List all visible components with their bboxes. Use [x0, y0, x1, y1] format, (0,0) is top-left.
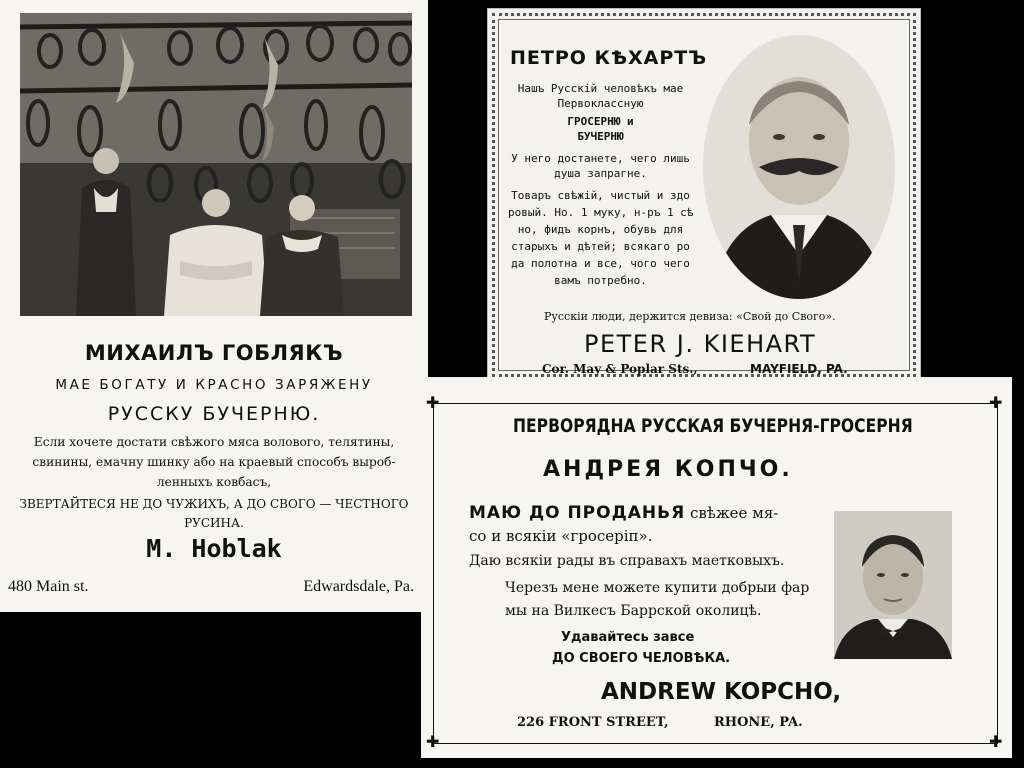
signature: ANDREW KOPCHO, [601, 679, 842, 705]
motto: Русскіи люди, держится девиза: «Свой до Свого». [544, 310, 836, 323]
farm-line: Черезъ мене можете купити добрыи фар [505, 580, 810, 596]
farm-line: мы на Вилкесъ Баррской околицѣ. [505, 603, 762, 619]
body-line: душа запрагне. [554, 167, 647, 180]
signature: M. Hoblak [146, 534, 282, 563]
korpcho-advertisement [421, 377, 1012, 758]
body-line: да полотна и все, чого чего [511, 257, 690, 270]
cross-ornament-icon: ✚ [989, 393, 1003, 412]
body-line: Если хочете достати свѣжого мяса волового, телятины, [33, 435, 395, 449]
cross-ornament-icon: ✚ [426, 393, 440, 412]
shop-name: РУССКУ БУЧЕРНЮ. [107, 403, 321, 425]
cross-ornament-icon: ✚ [426, 732, 440, 751]
appeal-line: Удавайтесь завсе [561, 630, 695, 645]
city-address: MAYFIELD, PA. [750, 362, 848, 376]
subtitle: МАЕ БОГАТУ И КРАСНО ЗАРЯЖЕНУ [55, 377, 373, 393]
body-line: ровый. Но. 1 муку, н-ръ 1 сѣ [508, 206, 694, 219]
page-title: ПЕРВОРЯДНА РУССКАЯ БУЧЕРНЯ-ГРОСЕРНЯ [513, 415, 913, 437]
body-line: РУСИНА. [184, 516, 244, 530]
page-title: ПЕТРО КѢХАРТЪ [510, 47, 708, 69]
advice-line: Даю всякіи рады въ справахъ маетковыхъ. [469, 553, 785, 569]
city-address: Edwardsdale, Pa. [303, 578, 414, 595]
body-line: Первоклассную [557, 97, 644, 110]
body-line: БУЧЕРНЮ [577, 130, 624, 143]
body-line: Нашъ Русскій человѣкъ мае [517, 82, 684, 95]
body-line: ЗВЕРТАЙТЕСЯ НЕ ДО ЧУЖИХЪ, А ДО СВОГО — ЧЕСТНОГО [19, 497, 409, 511]
offer-rest: свѣжее мя- [685, 504, 779, 522]
body-line: ленныхъ ковбасъ, [156, 475, 272, 489]
offer-line [469, 503, 778, 523]
body-line: старыхъ и дѣтей; всякаго ро [511, 240, 690, 253]
body-line: но, фидъ корнъ, обувь для [517, 223, 684, 236]
offer-line: со и всякіи «гросеріп». [469, 527, 653, 545]
city-address: RHONE, PA. [714, 715, 803, 730]
merchant-name: АНДРЕЯ КОПЧО. [543, 457, 793, 482]
page-title: МИХАИЛЪ ГОБЛЯКЪ [84, 341, 344, 365]
appeal-line: ДО СВОЕГО ЧЕЛОВѢКА. [552, 651, 731, 666]
hoblak-advertisement [0, 0, 428, 612]
portrait-photo [834, 511, 952, 659]
body-line: вамъ потребно. [554, 274, 647, 287]
portrait-photo [701, 33, 897, 301]
merchant-name: PETER J. KIEHART [584, 330, 817, 358]
street-address: Cor. May & Poplar Sts., [542, 362, 698, 376]
cross-ornament-icon: ✚ [989, 732, 1003, 751]
body-line: свинины, емачну шинку або на краевый способъ выроб- [32, 455, 396, 469]
body-line: У него достанете, чего лишь [511, 152, 690, 165]
body-line: ГРОСЕРНЮ и [567, 115, 634, 128]
offer-bold: МАЮ ДО ПРОДАНЬЯ [469, 503, 686, 523]
kiehart-advertisement [487, 8, 921, 382]
butcher-shop-photo [20, 13, 412, 316]
street-address: 226 FRONT STREET, [517, 715, 669, 730]
street-address: 480 Main st. [8, 578, 89, 595]
body-line: Товаръ свѣжій, чистый и здо [511, 189, 690, 202]
